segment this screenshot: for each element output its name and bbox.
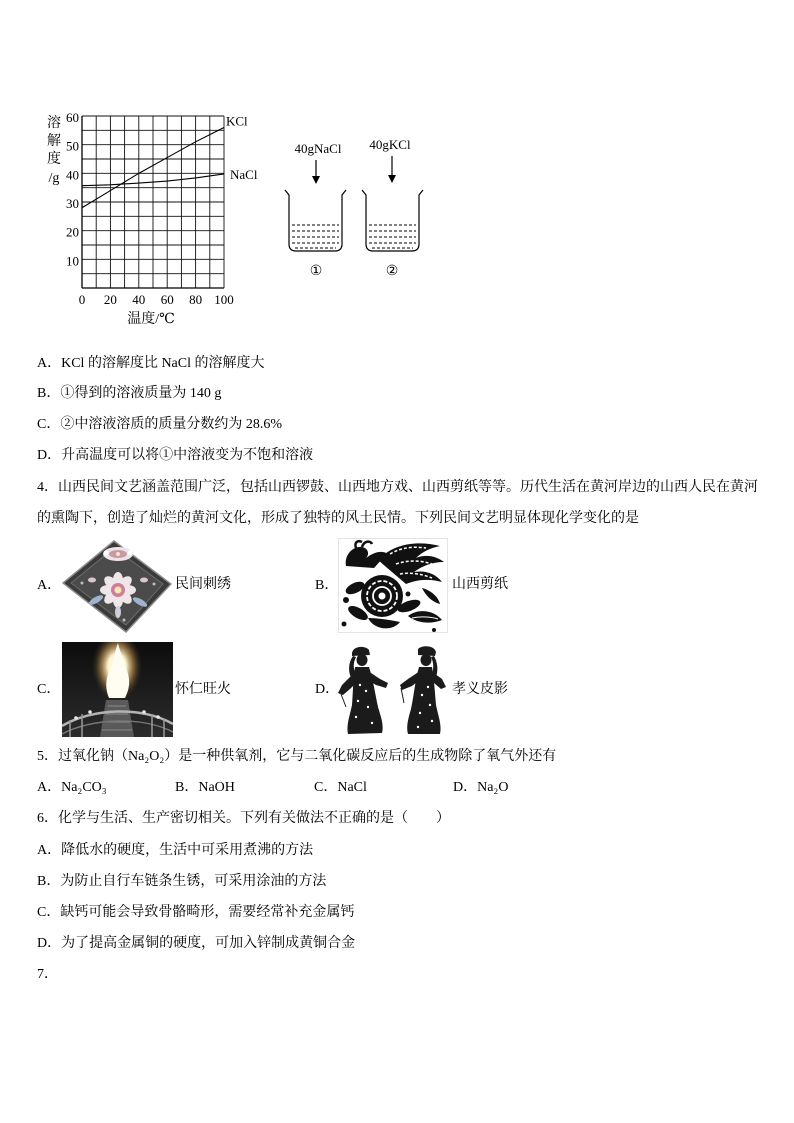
- puppet-figure-right: [400, 646, 446, 734]
- q4-option-b-letter: B．: [315, 578, 339, 593]
- beaker-1-solution: [292, 225, 339, 248]
- y-tick-label: 50: [66, 138, 79, 154]
- y-axis-label-part: 度: [47, 152, 61, 167]
- x-axis-label: 温度/℃: [127, 312, 175, 327]
- q4-option-a-letter: A．: [37, 578, 62, 593]
- x-tick-label: 40: [132, 292, 146, 307]
- beaker-2-solute-label: 40gKCl: [369, 137, 411, 152]
- q4-option-c-caption: 怀仁旺火: [175, 682, 231, 697]
- q6-option-d: D．为了提高金属铜的硬度，可加入锌制成黄铜合金: [37, 936, 356, 951]
- q6-option-a: A．降低水的硬度，生活中可采用煮沸的方法: [37, 843, 314, 858]
- x-tick-label: 0: [78, 292, 86, 307]
- q6-option-c: C．缺钙可能会导致骨骼畸形，需要经常补充金属钙: [37, 905, 355, 920]
- q3-option-a: A．KCl 的溶解度比 NaCl 的溶解度大: [37, 356, 265, 371]
- folk-embroidery-image: [62, 540, 172, 633]
- q4-option-d-letter: D．: [315, 682, 340, 697]
- q5-stem: 5．过氧化钠（Na₂O₂）是一种供氧剂，它与二氧化碳反应后的生成物除了氧气外还有: [37, 749, 557, 764]
- huairen-bonfire-image: [62, 642, 173, 737]
- beaker-1-number: ①: [309, 264, 323, 279]
- y-tick-label: 60: [66, 110, 79, 125]
- beaker-diagram: [270, 120, 450, 290]
- q5-option-a: A．Na₂CO₃: [37, 780, 107, 795]
- beaker-2-number: ②: [385, 264, 399, 279]
- q4-option-d-caption: 孝义皮影: [452, 682, 508, 697]
- q7-number: 7．: [37, 967, 58, 982]
- q4-option-b-caption: 山西剪纸: [452, 577, 508, 592]
- y-tick-label: 30: [66, 196, 79, 211]
- arrow-down-icon: [312, 160, 320, 184]
- series-label-nacl: NaCl: [230, 166, 258, 182]
- y-tick-label: 40: [66, 167, 79, 183]
- puppet-figure-left: [338, 647, 388, 734]
- beaker-2-group: [362, 137, 423, 279]
- x-tick-label: 60: [160, 292, 174, 307]
- q4-stem-line-2: 的熏陶下，创造了灿烂的黄河文化，形成了独特的风土民情。下列民间文艺明显体现化学变化的是: [37, 511, 639, 526]
- beaker-2: [362, 190, 423, 251]
- shanxi-paper-cut-image: [338, 538, 448, 633]
- solubility-chart: [0, 0, 300, 340]
- q5-option-d: D．Na₂O: [453, 780, 509, 795]
- q5-option-b: B．NaOH: [175, 780, 235, 795]
- beaker-1-group: [285, 141, 346, 279]
- y-axis-label-part: /g: [48, 171, 60, 186]
- series-label-kcl: KCl: [226, 113, 248, 129]
- q6-option-b: B．为防止自行车链条生锈，可采用涂油的方法: [37, 874, 327, 889]
- beaker-1-solute-label: 40gNaCl: [294, 141, 342, 156]
- q3-option-d: D．升高温度可以将①中溶液变为不饱和溶液: [37, 448, 314, 463]
- q4-option-c-letter: C．: [37, 682, 61, 697]
- y-axis-label-part: 溶: [47, 116, 61, 131]
- q6-stem: 6．化学与生活、生产密切相关。下列有关做法不正确的是（ ）: [37, 811, 450, 826]
- y-tick-label: 20: [66, 224, 79, 240]
- beaker-2-solution: [369, 225, 416, 248]
- q5-option-c: C．NaCl: [314, 780, 367, 795]
- y-tick-label: 10: [66, 253, 79, 269]
- beaker-1: [285, 190, 346, 251]
- x-tick-label: 20: [103, 292, 117, 307]
- x-tick-label: 100: [214, 292, 234, 307]
- y-axis-label-part: 解: [47, 134, 61, 149]
- q3-option-c: C．②中溶液溶质的质量分数约为 28.6%: [37, 417, 282, 432]
- arrow-down-icon: [388, 156, 396, 183]
- q4-stem-line-1: 4．山西民间文艺涵盖范围广泛，包括山西锣鼓、山西地方戏、山西剪纸等等。历代生活在黄河岸边的山西人民在黄河: [37, 480, 758, 495]
- xiaoyi-shadow-puppet-image: [338, 645, 448, 737]
- q4-option-a-caption: 民间刺绣: [175, 577, 231, 592]
- x-tick-label: 80: [189, 292, 203, 307]
- q3-option-b: B．①得到的溶液质量为 140 g: [37, 386, 222, 401]
